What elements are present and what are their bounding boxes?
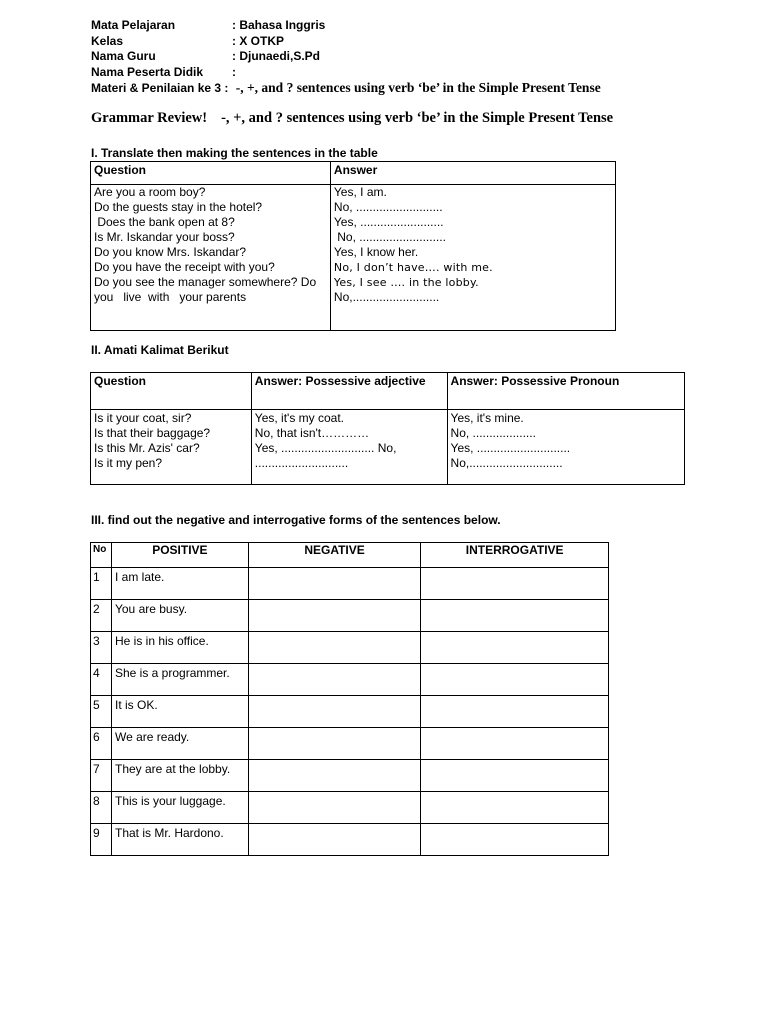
positive-cell: That is Mr. Hardono.	[111, 824, 248, 856]
possessive-adjective-header: Answer: Possessive adjective	[251, 373, 447, 410]
interrogative-cell[interactable]	[421, 728, 609, 760]
negative-cell[interactable]	[248, 728, 421, 760]
table-row	[91, 792, 609, 824]
interrogative-cell[interactable]	[421, 824, 609, 856]
negative-cell[interactable]	[248, 664, 421, 696]
row-number: 3	[91, 632, 112, 664]
question-text: Do you see the manager somewhere? Do	[94, 275, 317, 289]
header-label: Nama Guru	[91, 49, 156, 63]
interrogative-cell[interactable]	[421, 792, 609, 824]
header-label: Kelas	[91, 33, 124, 48]
question-text: Is this Mr. Azis' car?	[94, 441, 200, 455]
answer-text: No, ..........................	[333, 230, 446, 244]
possessive-pronoun-cell	[447, 410, 684, 485]
answer-text: Yes, it's mine.	[450, 411, 524, 425]
negative-cell[interactable]	[248, 696, 421, 728]
negative-header: NEGATIVE	[248, 543, 421, 568]
table-row	[91, 728, 609, 760]
answer-text: Yes, .........................	[333, 215, 444, 229]
header-row	[91, 18, 731, 34]
interrogative-cell[interactable]	[421, 600, 609, 632]
positive-cell: It is OK.	[111, 696, 248, 728]
positive-cell: You are busy.	[111, 600, 248, 632]
positive-cell: I am late.	[111, 568, 248, 600]
possessive-pronoun-header: Answer: Possessive Pronoun	[447, 373, 684, 410]
section3-title: III. find out the negative and interrogative forms of the sentences below.	[91, 513, 501, 527]
negative-cell[interactable]	[248, 792, 421, 824]
question-text: Does the bank open at 8?	[94, 215, 235, 229]
materi-row	[91, 80, 731, 96]
interrogative-cell[interactable]	[421, 760, 609, 792]
row-number: 6	[91, 728, 112, 760]
table-header-row	[91, 162, 616, 185]
forms-table-body	[91, 568, 609, 856]
header-row	[91, 65, 731, 81]
question-text: Is that their baggage?	[94, 426, 211, 440]
row-number: 4	[91, 664, 112, 696]
negative-cell[interactable]	[248, 600, 421, 632]
row-number: 2	[91, 600, 112, 632]
header-label: Nama Peserta Didik	[91, 64, 204, 79]
answer-text: No,............................	[450, 456, 563, 470]
row-number: 1	[91, 568, 112, 600]
question-cell	[91, 410, 252, 485]
row-number: 7	[91, 760, 112, 792]
header-value: : Djunaedi,S.Pd	[232, 49, 321, 63]
question-text: Do you have the receipt with you?	[94, 260, 275, 274]
positive-cell: He is in his office.	[111, 632, 248, 664]
header-row	[91, 34, 731, 50]
section1-title: I. Translate then making the sentences in the table	[91, 146, 378, 160]
table-row	[91, 185, 616, 331]
negative-cell[interactable]	[248, 632, 421, 664]
header-value: : X OTKP	[232, 33, 285, 48]
positive-cell: We are ready.	[111, 728, 248, 760]
positive-cell: She is a programmer.	[111, 664, 248, 696]
negative-cell[interactable]	[248, 824, 421, 856]
answer-text: No, that isn't…………	[254, 426, 370, 440]
answer-header: Answer	[330, 162, 615, 185]
question-header: Question	[91, 162, 331, 185]
negative-cell[interactable]	[248, 568, 421, 600]
question-cell	[91, 185, 331, 331]
header-value: : Bahasa Inggris	[232, 18, 326, 32]
answer-cell	[330, 185, 615, 331]
row-number: 8	[91, 792, 112, 824]
negative-cell[interactable]	[248, 760, 421, 792]
header-label: Mata Pelajaran	[91, 18, 176, 32]
grammar-review-label: Grammar Review!	[91, 110, 208, 126]
answer-text: No, I don’t have…. with me.	[333, 261, 493, 274]
grammar-review	[91, 110, 613, 127]
question-text: Are you a room boy?	[94, 185, 206, 199]
table-row	[91, 568, 609, 600]
table-row	[91, 664, 609, 696]
interrogative-cell[interactable]	[421, 696, 609, 728]
answer-text: ............................	[254, 456, 349, 470]
answer-text: Yes, ............................ No,	[254, 441, 397, 455]
question-text: Is it my pen?	[94, 456, 163, 470]
header-row	[91, 49, 731, 65]
table-row	[91, 824, 609, 856]
grammar-review-text: -, +, and ? sentences using verb ‘be’ in the Simple Present Tense	[221, 110, 614, 126]
answer-text: Yes, ............................	[450, 441, 571, 455]
materi-label: Materi & Penilaian ke 3 :	[91, 81, 229, 95]
table-row	[91, 760, 609, 792]
question-text: Do the guests stay in the hotel?	[94, 200, 263, 214]
question-text: Is it your coat, sir?	[94, 411, 192, 425]
answer-text: Yes, I am.	[333, 185, 387, 199]
table-header-row	[91, 543, 609, 568]
header-value: :	[232, 64, 236, 79]
row-number: 5	[91, 696, 112, 728]
interrogative-cell[interactable]	[421, 632, 609, 664]
answer-text: Yes, I see …. in the lobby.	[333, 276, 479, 289]
interrogative-header: INTERROGATIVE	[421, 543, 609, 568]
possessive-adjective-cell	[251, 410, 447, 485]
row-number: 9	[91, 824, 112, 856]
table-row	[91, 632, 609, 664]
question-text: Do you know Mrs. Iskandar?	[94, 245, 247, 259]
answer-text: Yes, I know her.	[333, 245, 419, 259]
answer-text: No, ...................	[450, 426, 536, 440]
table-row	[91, 696, 609, 728]
forms-table	[90, 542, 609, 856]
header-block	[91, 18, 731, 96]
interrogative-cell[interactable]	[421, 568, 609, 600]
table-row	[91, 600, 609, 632]
table-row	[91, 410, 685, 485]
answer-text: No,..........................	[333, 290, 440, 304]
positive-cell: This is your luggage.	[111, 792, 248, 824]
answer-text: Yes, it's my coat.	[254, 411, 345, 425]
no-header: No	[91, 543, 112, 568]
positive-cell: They are at the lobby.	[111, 760, 248, 792]
table-header-row	[91, 373, 685, 410]
interrogative-cell[interactable]	[421, 664, 609, 696]
question-header: Question	[91, 373, 252, 410]
materi-value: -, +, and ? sentences using verb ‘be’ in the Simple Present Tense	[235, 80, 601, 95]
translate-table	[90, 161, 616, 331]
answer-text: No, ..........................	[333, 200, 443, 214]
positive-header: POSITIVE	[111, 543, 248, 568]
question-text: Is Mr. Iskandar your boss?	[94, 230, 235, 244]
section2-title: II. Amati Kalimat Berikut	[91, 343, 229, 357]
possessive-table	[90, 372, 685, 485]
question-text: you live with your parents	[94, 290, 247, 304]
